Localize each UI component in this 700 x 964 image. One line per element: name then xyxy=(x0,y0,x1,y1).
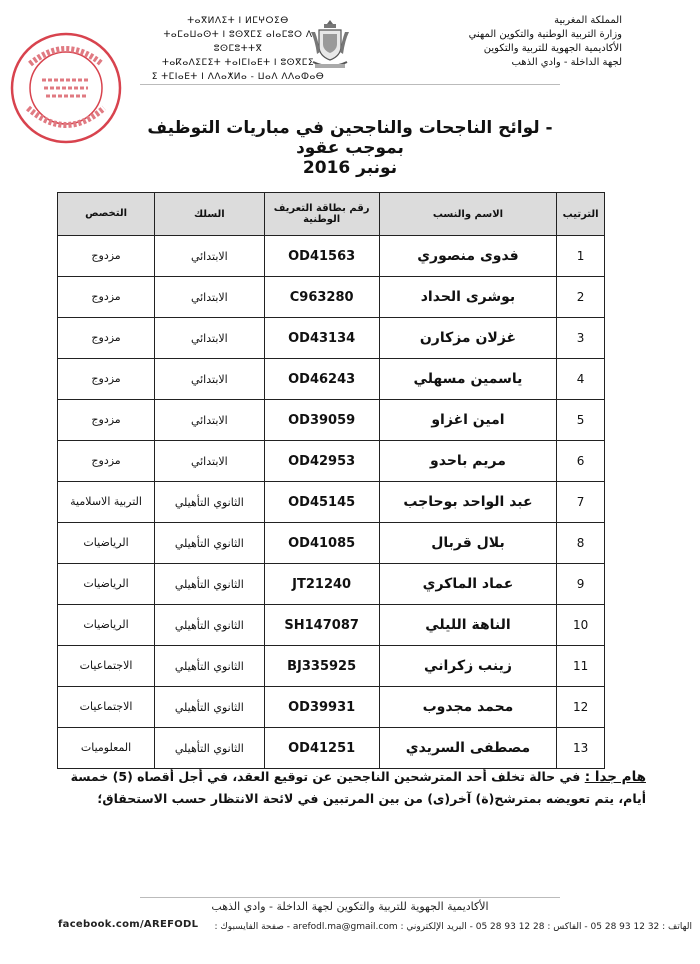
table-row xyxy=(58,646,605,687)
cell-specialty: الرياضيات xyxy=(58,523,155,564)
header-arabic-line: لجهة الداخلة - وادي الذهب xyxy=(511,57,622,68)
cell-specialty: التربية الاسلامية xyxy=(58,482,155,523)
cell-corps: الابتدائي xyxy=(155,359,264,400)
table-row xyxy=(58,277,605,318)
cell-specialty: مزدوج xyxy=(58,441,155,482)
cell-id: OD41251 xyxy=(264,728,379,769)
table-row xyxy=(58,441,605,482)
table-row xyxy=(58,523,605,564)
cell-name: الناهة الليلي xyxy=(379,605,557,646)
cell-name: ياسمين مسهلي xyxy=(379,359,557,400)
column-header-rank: الترتيب xyxy=(557,193,605,236)
table-header-row xyxy=(58,193,605,236)
cell-specialty: مزدوج xyxy=(58,400,155,441)
header-arabic-line: المملكة المغربية xyxy=(554,15,622,26)
cell-rank: 6 xyxy=(557,441,605,482)
cell-corps: الثانوي التأهيلي xyxy=(155,482,264,523)
cell-id: OD46243 xyxy=(264,359,379,400)
table-row xyxy=(58,728,605,769)
table-row xyxy=(58,359,605,400)
cell-rank: 3 xyxy=(557,318,605,359)
column-header-id: رقم بطاقة التعريف الوطنية xyxy=(264,193,379,236)
note-text: في حالة تخلف أحد المترشحين الناجحين عن توقيع العقد، في أجل أقصاه (5) خمسة أيام، يتم تعويضه بمترشح(ة) آخر(ى) من بين المرتبين في لائحة الانتظار حسب الاستحقاق؛ xyxy=(70,769,646,806)
cell-rank: 1 xyxy=(557,236,605,277)
cell-specialty: مزدوج xyxy=(58,236,155,277)
header-tifinagh-line: ⵜⴰⴽⴰⴷⵉⵎⵉⵜ ⵜⴰⵏⵎⵏⴰⴹⵜ ⵏ ⵓⵙⴳⵎⵉ xyxy=(161,58,315,68)
cell-name: عماد الماكري xyxy=(379,564,557,605)
cell-rank: 11 xyxy=(557,646,605,687)
cell-rank: 9 xyxy=(557,564,605,605)
academy-stamp xyxy=(8,30,124,146)
cell-name: محمد مجدوب xyxy=(379,687,557,728)
header-tifinagh-line: ⵉ ⵜⵎⵏⴰⴹⵜ ⵏ ⴷⴷⴰⵅⵍⴰ - ⵡⴰⴷ ⴷⴷⴰⵀⴰⴱ xyxy=(151,72,325,82)
cell-specialty: مزدوج xyxy=(58,277,155,318)
table-row xyxy=(58,236,605,277)
document-title: - لوائح الناجحات والناجحين في مباريات التوظيف بموجب عقود xyxy=(147,118,553,158)
cell-name: مصطفى السريدي xyxy=(379,728,557,769)
cell-name: زينب زكراني xyxy=(379,646,557,687)
column-header-corps: السلك xyxy=(155,193,264,236)
cell-rank: 12 xyxy=(557,687,605,728)
footer-divider xyxy=(140,897,560,898)
cell-corps: الابتدائي xyxy=(155,400,264,441)
cell-name: غزلان مزكارن xyxy=(379,318,557,359)
footer-institution: الأكاديمية الجهوية للتربية والتكوين لجهة الداخلة - وادي الذهب xyxy=(211,900,489,913)
facebook-link[interactable]: facebook.com/AREFODL xyxy=(58,919,199,930)
cell-corps: الثانوي التأهيلي xyxy=(155,564,264,605)
table-row xyxy=(58,564,605,605)
cell-specialty: المعلوميات xyxy=(58,728,155,769)
cell-corps: الثانوي التأهيلي xyxy=(155,687,264,728)
cell-id: OD41085 xyxy=(264,523,379,564)
cell-name: مريم باحدو xyxy=(379,441,557,482)
cell-specialty: الاجتماعيات xyxy=(58,687,155,728)
header-divider xyxy=(140,84,560,85)
cell-id: OD43134 xyxy=(264,318,379,359)
cell-corps: الثانوي التأهيلي xyxy=(155,605,264,646)
cell-specialty: الاجتماعيات xyxy=(58,646,155,687)
table-row xyxy=(58,687,605,728)
cell-corps: الابتدائي xyxy=(155,318,264,359)
cell-id: OD45145 xyxy=(264,482,379,523)
cell-corps: الابتدائي xyxy=(155,236,264,277)
header-arabic-block xyxy=(432,14,622,70)
coat-of-arms-emblem xyxy=(305,18,355,72)
footer-contacts: الهاتف : 32 12 93 28 05 - الفاكس : 28 12 93 28 05 - البريد الإلكتروني : arefodl.ma@gmail.com - صفحة الفايسبوك : xyxy=(214,922,692,932)
header-tifinagh-line: ⵜⴰⵎⴰⵡⴰⵙⵜ ⵏ ⵓⵙⴳⵎⵉ ⴰⵏⴰⵎⵓⵔ ⴷ ⵓⵙⵎⵓⵜⵜⴳ xyxy=(163,30,313,54)
table-body xyxy=(58,236,605,769)
header-arabic-line: وزارة التربية الوطنية والتكوين المهني xyxy=(468,29,622,40)
cell-id: OD41563 xyxy=(264,236,379,277)
cell-corps: الابتدائي xyxy=(155,277,264,318)
note-label: هام جدا : xyxy=(584,769,646,785)
cell-name: امين اغزاو xyxy=(379,400,557,441)
cell-id: OD42953 xyxy=(264,441,379,482)
header-tifinagh-line: ⵜⴰⴳⵍⴷⵉⵜ ⵏ ⵍⵎⵖⵔⵉⴱ xyxy=(187,16,289,26)
cell-id: OD39059 xyxy=(264,400,379,441)
cell-specialty: الرياضيات xyxy=(58,564,155,605)
important-note xyxy=(58,766,646,810)
cell-rank: 7 xyxy=(557,482,605,523)
cell-name: فدوى منصوري xyxy=(379,236,557,277)
cell-rank: 2 xyxy=(557,277,605,318)
cell-id: SH147087 xyxy=(264,605,379,646)
cell-corps: الثانوي التأهيلي xyxy=(155,646,264,687)
cell-id: OD39931 xyxy=(264,687,379,728)
results-table xyxy=(57,192,605,769)
cell-corps: الثانوي التأهيلي xyxy=(155,523,264,564)
column-header-specialty: التخصص xyxy=(58,193,155,236)
cell-rank: 8 xyxy=(557,523,605,564)
cell-name: بلال قربال xyxy=(379,523,557,564)
cell-name: عبد الواحد بوحاجب xyxy=(379,482,557,523)
cell-rank: 5 xyxy=(557,400,605,441)
cell-specialty: الرياضيات xyxy=(58,605,155,646)
cell-specialty: مزدوج xyxy=(58,359,155,400)
cell-id: JT21240 xyxy=(264,564,379,605)
cell-rank: 10 xyxy=(557,605,605,646)
header-arabic-line: الأكاديمية الجهوية للتربية والتكوين xyxy=(483,43,622,54)
table-row xyxy=(58,482,605,523)
cell-rank: 4 xyxy=(557,359,605,400)
document-date: نونبر 2016 xyxy=(302,158,398,178)
table-row xyxy=(58,400,605,441)
cell-name: بوشرى الحداد xyxy=(379,277,557,318)
cell-corps: الثانوي التأهيلي xyxy=(155,728,264,769)
column-header-name: الاسم والنسب xyxy=(379,193,557,236)
header-tifinagh-block xyxy=(148,14,328,84)
cell-corps: الابتدائي xyxy=(155,441,264,482)
cell-id: C963280 xyxy=(264,277,379,318)
table-row xyxy=(58,605,605,646)
cell-id: BJ335925 xyxy=(264,646,379,687)
cell-rank: 13 xyxy=(557,728,605,769)
table-row xyxy=(58,318,605,359)
cell-specialty: مزدوج xyxy=(58,318,155,359)
